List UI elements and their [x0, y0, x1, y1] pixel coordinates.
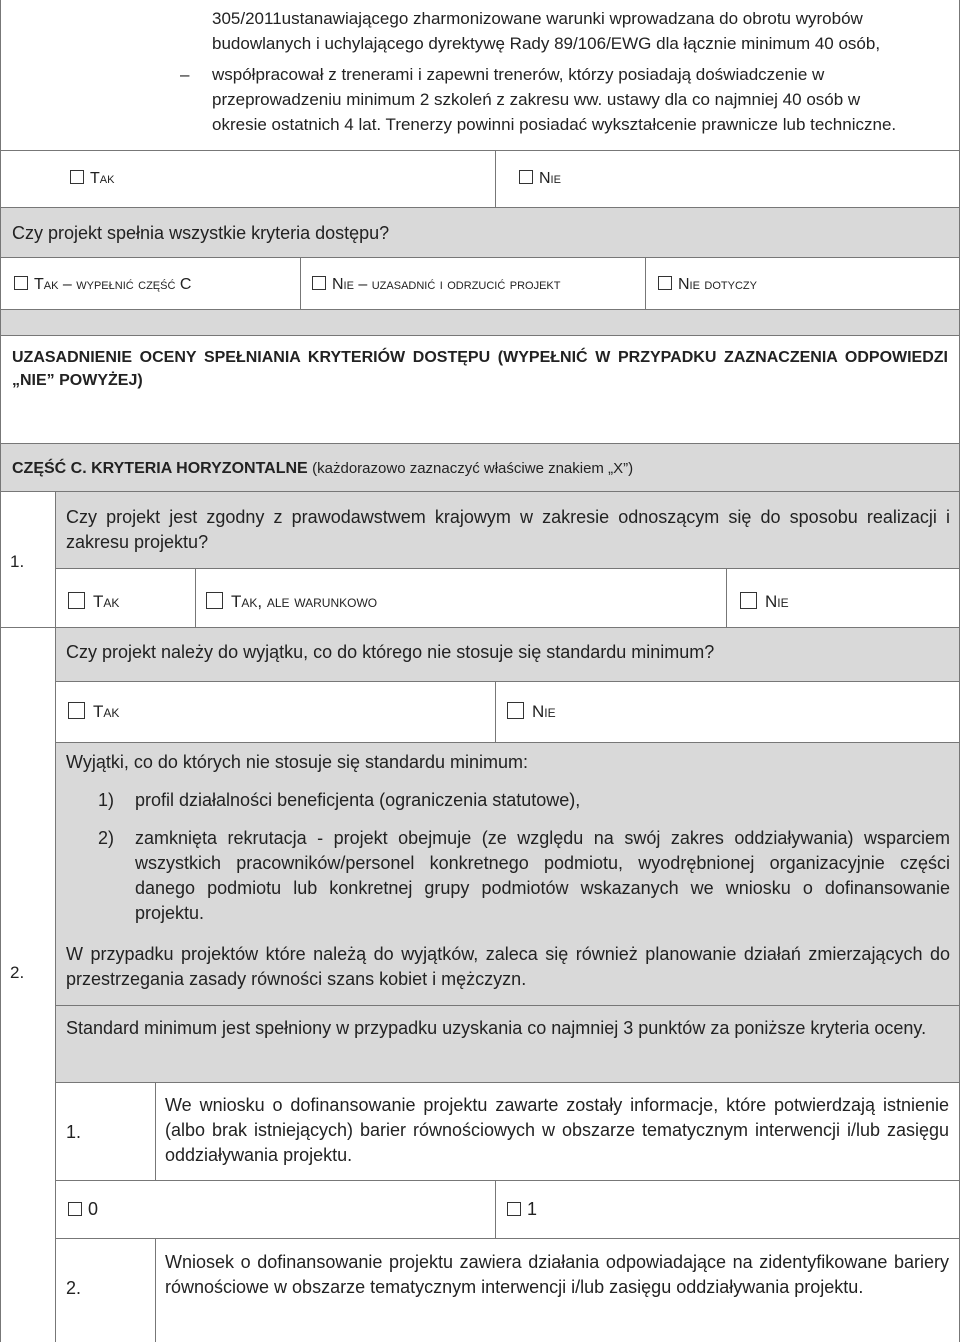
q2-number-cell: [0, 627, 56, 1342]
standard-minimum-text: Standard minimum jest spełniony w przypadku uzyskania co najmniej 3 punktów za poniższe kryteria oceny.: [66, 1018, 927, 1038]
top-option-tak-label: Tak: [90, 170, 115, 187]
q1-number-cell: [0, 491, 56, 628]
justification-title: UZASADNIENIE OCENY SPEŁNIANIA KRYTERIÓW DOSTĘPU (WYPEŁNIĆ W PRZYPADKU ZAZNACZENIA ODPOWIEDZI „NIE” POWYŻEJ): [12, 349, 948, 389]
exception-1: profil działalności beneficjenta (ograniczenia statutowe),: [135, 790, 581, 810]
exception-2-num: 2): [98, 828, 115, 848]
checkbox-icon[interactable]: [14, 276, 28, 290]
q1-number: 1.: [10, 552, 25, 571]
q2-option-tak[interactable]: [68, 699, 119, 724]
checkbox-icon[interactable]: [68, 592, 85, 609]
access-option-nie-dotyczy[interactable]: [658, 272, 757, 297]
checkbox-icon[interactable]: [70, 170, 84, 184]
access-option-tak-label: Tak – wypełnić część C: [34, 276, 192, 293]
exception-1-num: 1): [98, 790, 115, 810]
top-option-nie[interactable]: [519, 166, 561, 191]
crit1-number: 1.: [66, 1122, 82, 1142]
score-option-0[interactable]: [68, 1197, 98, 1222]
checkbox-icon[interactable]: [507, 702, 524, 719]
access-option-nie-dotyczy-label: Nie dotyczy: [678, 276, 757, 293]
top-option-nie-label: Nie: [539, 170, 561, 187]
part-c-title: CZĘŚĆ C. KRYTERIA HORYZONTALNE: [12, 460, 308, 477]
q2-option-tak-label: Tak: [93, 702, 120, 721]
score-option-1-label: 1: [527, 1199, 538, 1219]
checkbox-icon[interactable]: [507, 1202, 521, 1216]
criteria-line-2: budowlanych i uchylającego dyrektywę Rady 89/106/EWG dla łącznie minimum 40 osób,: [212, 34, 881, 53]
checkbox-icon[interactable]: [206, 592, 223, 609]
score-0-cell: [55, 1180, 496, 1239]
top-nie-cell: [495, 150, 960, 208]
criteria-line-1: 305/2011ustanawiającego zharmonizowane warunki wprowadzana do obrotu wyrobów: [212, 9, 863, 28]
crit2-number: 2.: [66, 1278, 82, 1298]
q2-question: Czy projekt należy do wyjątku, co do którego nie stosuje się standardu minimum?: [66, 642, 715, 662]
score-1-cell: [495, 1180, 960, 1239]
access-option-tak[interactable]: [14, 272, 191, 297]
score-option-0-label: 0: [88, 1199, 99, 1219]
q1-option-nie[interactable]: [740, 589, 789, 614]
part-c-note: (każdorazowo zaznaczyć właściwe znakiem „X”): [312, 460, 634, 477]
q1-option-warunkowo[interactable]: [206, 589, 377, 614]
exceptions-note: W przypadku projektów które należą do wyjątków, zaleca się również planowanie działań zmierzających do przestrzegania zasady równości szans kobiet i mężczyzn.: [66, 944, 950, 989]
score-option-1[interactable]: [507, 1197, 537, 1222]
bullet-dash: –: [180, 65, 190, 84]
checkbox-icon[interactable]: [740, 592, 757, 609]
checkbox-icon[interactable]: [519, 170, 533, 184]
exceptions-title: Wyjątki, co do których nie stosuje się standardu minimum:: [66, 752, 529, 772]
q1-option-tak-label: Tak: [93, 592, 120, 611]
q1-option-warunkowo-label: Tak, ale warunkowo: [231, 592, 378, 611]
part-c-header: [12, 456, 633, 481]
checkbox-icon[interactable]: [312, 276, 326, 290]
q2-number: 2.: [10, 963, 25, 982]
access-option-nie-label: Nie – uzasadnić i odrzucić projekt: [332, 276, 561, 293]
q2-opt-nie-cell: [495, 681, 960, 743]
q2-option-nie-label: Nie: [532, 702, 556, 721]
exception-2: zamknięta rekrutacja - projekt obejmuje (ze względu na swój zakres oddziaływania) wsparciem wszystkich pracowników/personel konkretnego podmiotu, wyodrębnionej organizacyjnie części danego podmiotu lub konkretnej grupy podmiotów wskazanych we wniosku o dofinansowanie projektu.: [135, 828, 950, 923]
criteria-text-continuation: [212, 6, 932, 56]
q1-option-tak[interactable]: [68, 589, 119, 614]
checkbox-icon[interactable]: [68, 702, 85, 719]
q2-option-nie[interactable]: [507, 699, 556, 724]
q1-option-nie-label: Nie: [765, 592, 789, 611]
access-question: Czy projekt spełnia wszystkie kryteria dostępu?: [12, 223, 390, 243]
q2-opt-tak-cell: [55, 681, 496, 743]
crit1-text: We wniosku o dofinansowanie projektu zawarte zostały informacje, które potwierdzają istnienie (albo brak istniejących) barier równościowych w obszarze tematycznym interwencji i/lub zasięgu oddziaływania projektu.: [165, 1095, 949, 1165]
checkbox-icon[interactable]: [658, 276, 672, 290]
crit2-text: Wniosek o dofinansowanie projektu zawiera działania odpowiadające na zidentyfikowane bariery równościowe w obszarze tematycznym interwencji i/lub zasięgu oddziaływania projektu.: [165, 1252, 949, 1297]
spacer-gray-row: [0, 309, 960, 336]
top-option-tak[interactable]: [70, 166, 114, 191]
access-option-nie[interactable]: [312, 272, 560, 297]
criteria-trainers-text: współpracował z trenerami i zapewni trenerów, którzy posiadają doświadczenie w przeprowadzeniu minimum 2 szkoleń z zakresu ww. ustawy dla co najmniej 40 osób w okresie ostatnich 4 lat. Trenerzy powinni posiadać wykształcenie prawnicze lub techniczne.: [212, 65, 897, 134]
q1-question: Czy projekt jest zgodny z prawodawstwem krajowym w zakresie odnoszącym się do sposobu realizacji i zakresu projektu?: [66, 507, 950, 552]
checkbox-icon[interactable]: [68, 1202, 82, 1216]
